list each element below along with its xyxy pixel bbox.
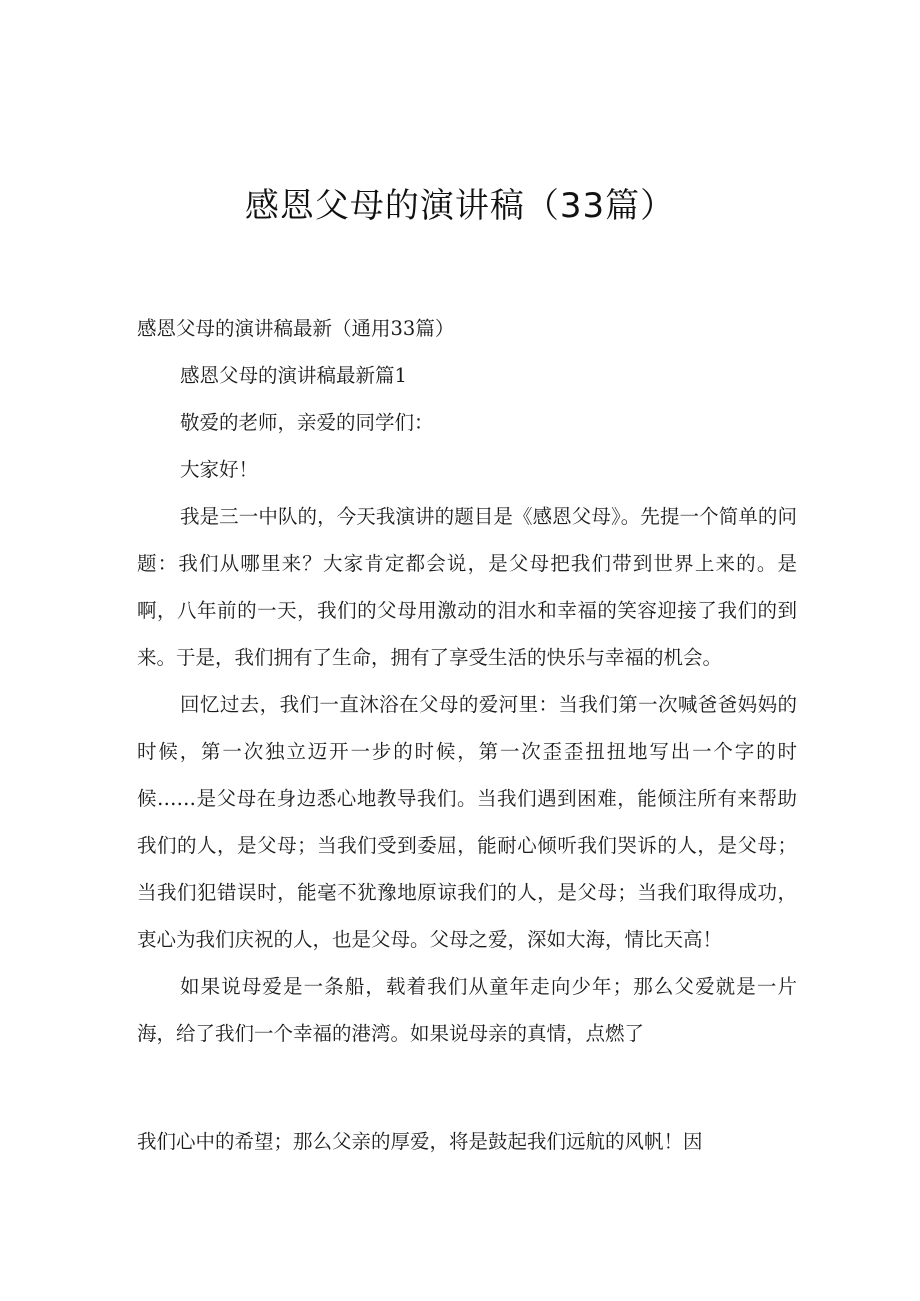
section-heading: 感恩父母的演讲稿最新篇1 [180, 364, 407, 387]
document-body [137, 305, 797, 1057]
paragraph-continuation: 我们心中的希望；那么父亲的厚爱，将是鼓起我们远航的风帆！因 [137, 1129, 703, 1153]
document-subtitle: 感恩父母的演讲稿最新（通用33篇） [137, 317, 455, 340]
greeting: 大家好！ [180, 458, 259, 481]
document-title: 感恩父母的演讲稿（33篇） [244, 185, 676, 226]
paragraph-intro: 我是三一中队的，今天我演讲的题目是《感恩父母》。先提一个简单的问题：我们从哪里来？大家肯定都会说，是父母把我们带到世界上来的。是啊，八年前的一天，我们的父母用激动的泪水和幸福的笑容迎接了我们的到来。于是，我们拥有了生命，拥有了享受生活的快乐与幸福的机会。 [137, 505, 797, 669]
salutation: 敬爱的老师，亲爱的同学们： [180, 411, 434, 434]
paragraph-metaphor: 如果说母爱是一条船，载着我们从童年走向少年；那么父爱就是一片海，给了我们一个幸福的港湾。如果说母亲的真情，点燃了 [137, 975, 797, 1045]
paragraph-memories: 回忆过去，我们一直沐浴在父母的爱河里：当我们第一次喊爸爸妈妈的时候，第一次独立迈开一步的时候，第一次歪歪扭扭地写出一个字的时候……是父母在身边悉心地教导我们。当我们遇到困难，能倾注所有来帮助我们的人，是父母；当我们受到委屈，能耐心倾听我们哭诉的人，是父母；当我们犯错误时，能毫不犹豫地原谅我们的人，是父母；当我们取得成功，衷心为我们庆祝的人，也是父母。父母之爱，深如大海，情比天高！ [137, 693, 797, 951]
